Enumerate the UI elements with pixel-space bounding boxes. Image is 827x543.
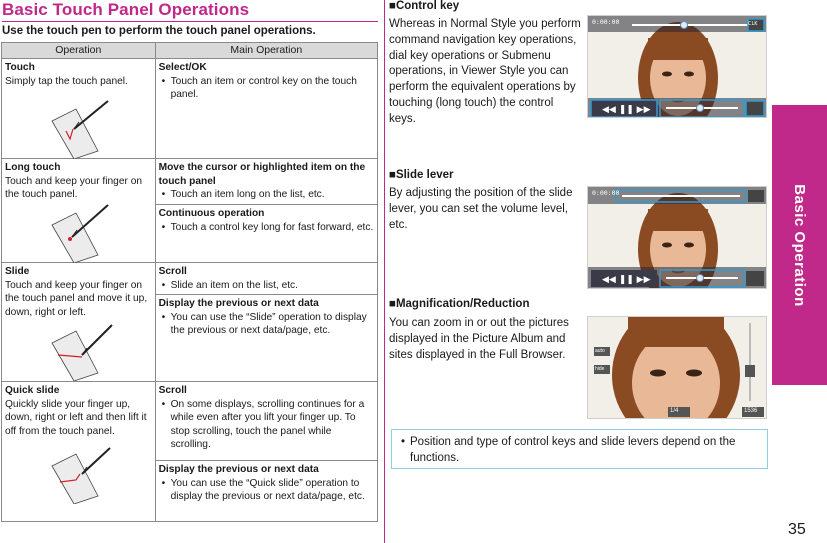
- svg-text:◀◀ ❚❚ ▶▶: ◀◀ ❚❚ ▶▶: [602, 105, 651, 115]
- zoom-out-button[interactable]: hide: [595, 366, 605, 372]
- section-title: Basic Touch Panel Operations: [2, 0, 378, 22]
- main-operation-cell: [155, 59, 377, 159]
- main-operation-cell: [155, 382, 377, 461]
- main-op-text: • You can use the “Slide” operation to display the previous or next data/page, etc.: [159, 311, 374, 338]
- page-number: 35: [788, 521, 806, 538]
- main-op-text: • Touch an item long on the list, etc.: [159, 188, 374, 202]
- face-photo: [588, 16, 767, 118]
- main-operation-cell: [155, 295, 377, 382]
- table-row: [2, 159, 378, 205]
- main-op-heading: Continuous operation: [158, 208, 265, 219]
- slide-lever-heading: ■Slide lever: [389, 169, 454, 181]
- operation-cell: [2, 382, 156, 522]
- magnification-heading: ■Magnification/Reduction: [389, 298, 530, 310]
- operation-name: Long touch: [5, 162, 61, 173]
- operation-name: Touch: [5, 62, 35, 73]
- player-time: 0:00:00: [592, 18, 620, 26]
- magnification-text: You can zoom in or out the pictures displayed in the Picture Album and sites displayed in the Full Browser.: [389, 317, 569, 361]
- table-header-row: [2, 43, 378, 59]
- main-op-heading: Display the previous or next data: [158, 464, 319, 475]
- header-operation: Operation: [2, 43, 156, 59]
- note-box: [391, 429, 768, 469]
- face-photo: [588, 187, 767, 289]
- touch-pen-icon: [46, 444, 124, 504]
- player-time: 0:00:00: [592, 189, 620, 197]
- main-op-heading: Display the previous or next data: [158, 298, 319, 309]
- operation-desc: Touch and keep your finger on the touch panel and move it up, down, right or left.: [5, 279, 148, 318]
- touch-pen-icon: [46, 99, 124, 159]
- table-row: [2, 59, 378, 159]
- side-tab-label-wrap: [772, 105, 827, 385]
- side-tab-label: Basic Operation: [791, 183, 809, 307]
- operation-name: Quick slide: [5, 385, 60, 396]
- zoom-ratio-label: 1/4: [670, 408, 679, 414]
- magnification-screenshot: [587, 316, 767, 419]
- slide-lever-text: By adjusting the position of the slide lever, you can set the volume level, etc.: [389, 187, 573, 231]
- operation-cell: [2, 263, 156, 382]
- operation-name: Slide: [5, 266, 30, 277]
- main-op-text: • Touch a control key long for fast forward, etc.: [159, 221, 374, 235]
- main-op-text: • On some displays, scrolling continues for a while even after you lift your finger up. To stop scrolling, touch the panel while scrolling.: [159, 398, 374, 452]
- zoom-value-label: 1536: [744, 408, 758, 414]
- main-operation-cell: [155, 205, 377, 263]
- zoom-in-button[interactable]: auto: [595, 348, 605, 354]
- operation-desc: Quickly slide your finger up, down, right or left and then lift it off from the touch panel.: [5, 398, 147, 437]
- clk-key-label[interactable]: CLK: [748, 21, 758, 27]
- main-op-heading: Scroll: [158, 266, 187, 277]
- control-key-text: Whereas in Normal Style you perform command navigation key operations, dial key operations or Submenu operations, in Viewer Style you can perform the equivalent operations by touching (long touch) the control keys.: [389, 18, 581, 125]
- main-op-text: • Touch an item or control key on the touch panel.: [159, 75, 374, 102]
- main-operation-cell: [155, 461, 377, 522]
- header-main-operation: Main Operation: [155, 43, 377, 59]
- svg-text:◀◀ ❚❚ ▶▶: ◀◀ ❚❚ ▶▶: [602, 275, 651, 285]
- main-op-heading: Scroll: [158, 385, 187, 396]
- operation-desc: Simply tap the touch panel.: [5, 75, 128, 87]
- main-op-text: • Slide an item on the list, etc.: [159, 279, 374, 293]
- touch-pen-icon: [46, 203, 124, 263]
- operation-desc: Touch and keep your finger on the touch panel.: [5, 175, 143, 200]
- table-row: [2, 263, 378, 295]
- control-key-screenshot: [587, 15, 767, 118]
- section-subtitle: Use the touch pen to perform the touch panel operations.: [2, 25, 316, 37]
- table-row: [2, 382, 378, 461]
- main-operation-cell: [155, 159, 377, 205]
- face-photo: [588, 317, 767, 419]
- column-divider: [384, 0, 385, 543]
- main-op-heading: Select/OK: [158, 62, 207, 73]
- operations-table: [1, 42, 378, 522]
- touch-pen-icon: [46, 321, 124, 381]
- main-operation-cell: [155, 263, 377, 295]
- operation-cell: [2, 159, 156, 263]
- control-key-heading: ■Control key: [389, 0, 460, 12]
- operation-cell: [2, 59, 156, 159]
- note-text: • Position and type of control keys and slide levers depend on the functions.: [398, 434, 763, 466]
- main-op-heading: Move the cursor or highlighted item on the touch panel: [158, 162, 366, 187]
- slide-lever-screenshot: [587, 186, 767, 289]
- main-op-text: • You can use the “Quick slide” operation to display the previous or next data/page, etc.: [159, 477, 374, 504]
